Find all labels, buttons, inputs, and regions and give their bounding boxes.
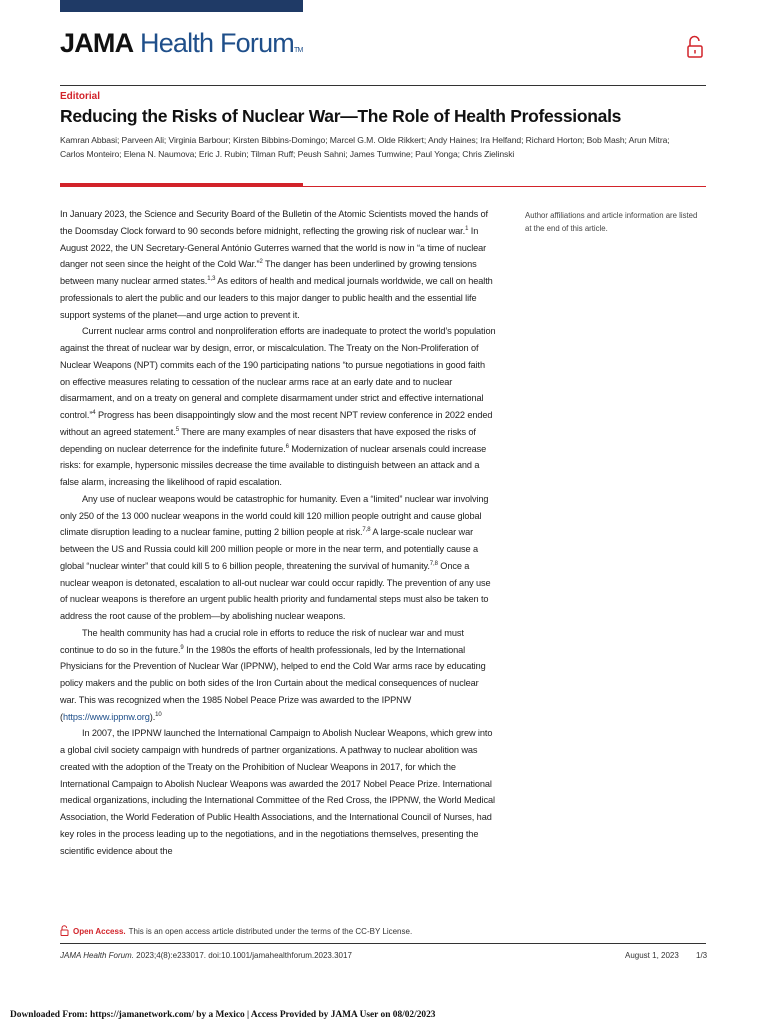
paragraph-3: Any use of nuclear weapons would be catastrophic for humanity. Even a “limited” nuclear war involving only 250 of the 13 000 nuclear weapons in the world could kill 120 million people outright and cause global climate disruption leading to a nuclear famine, putting 2 billion people at risk.$^{7,8}$ A large-scale nuclear war between the US and Russia could kill 200 million people or more in the near term, and potentially cause a global “nuclear winter” that could kill 5 to 6 billion people, threatening the survival of humanity.$^{7,8}$ Once a nuclear weapon is detonated, escalation to all-out nuclear war could occur rapidly. The prevention of any use of nuclear weapons is therefore an urgent public health priority and fundamental steps must also be taken to address the root cause of the problem—by abolishing nuclear weapons. [60,493,491,621]
logo-jama: JAMA [60,28,134,58]
publication-date: August 1, 2023 [625,951,679,960]
top-brand-bar [60,0,303,12]
logo-trademark: TM [293,47,303,54]
author-list [60,134,720,161]
citation-ref[interactable]: 10 [155,711,162,718]
download-stamp: Downloaded From: https://jamanetwork.com/ by a Mexico | Access Provided by JAMA User on 08/02/2023 [10,1010,436,1020]
affiliations-note: Author affiliations and article information are listed at the end of this article. [525,211,698,233]
citation-ref[interactable]: 1 [465,225,469,232]
red-divider-thick [60,183,303,187]
red-divider-thin [303,186,706,187]
paragraph-2: Current nuclear arms control and nonproliferation efforts are inadequate to protect the world’s population against the threat of nuclear war by design, error, or miscalculation. The Treaty on the Non-Proliferation of Nuclear Weapons (NPT) commits each of the 190 participating nations “to pursue negotiations in good faith on effective measures relating to cessation of the nuclear arms race at an early date and to nuclear disarmament, and on a treaty on general and complete disarmament under strict and effective international control.”$^4$ Progress has been disappointingly slow and the most recent NPT review conference in 2022 ended without an agreed statement.$^5$ There are many examples of near disasters that have exposed the risks of depending on nuclear deterrence for the indefinite future.$^6$ Modernization of nuclear arsenals could increase risks: for example, hypersonic missiles decrease the time available to distinguish between an attack and a false alarm, increasing the likelihood of rapid escalation. [60,326,496,487]
footer-rule [60,943,706,944]
open-access-text: This is an open access article distributed under the terms of the CC-BY License. [128,927,413,936]
open-access-notice [60,925,700,936]
journal-name: JAMA Health Forum. [60,951,134,960]
citation-ref[interactable]: 2 [259,259,263,266]
page-number: 1/3 [696,951,708,960]
citation-ref[interactable]: 7,8 [362,527,371,534]
authors-line-2: Carlos Monteiro; Elena N. Naumova; Eric J. Rubin; Tilman Ruff; Peush Sahni; James Tumwine; Paul Yonga; Chris Zielinski [60,148,515,159]
authors-line-1: Kamran Abbasi; Parveen Ali; Virginia Barbour; Kirsten Bibbins-Domingo; Marcel G.M. Olde Rikkert; Andy Haines; Ira Helfand; Richard Horton; Bob Mash; Arun Mitra; [60,135,670,145]
ippnw-link[interactable]: https://www.ippnw.org [62,711,150,722]
paragraph-1: In January 2023, the Science and Security Board of the Bulletin of the Atomic Scientists moved the hands of the Doomsday Clock forward to 90 seconds before midnight, reflecting the growing risk of nuclear war.$^1$ In August 2022, the UN Secretary-General António Guterres warned that the world is now in “a time of nuclear danger not seen since the height of the Cold War.”$^2$ The danger has been underlined by growing tensions between many nuclear armed states.$^{1,3}$ As editors of health and medical journals worldwide, we call on health professionals to alert the public and our leaders to this major danger to public health and the essential life support systems of the planet—and urge action to prevent it. [60,209,493,320]
journal-logo[interactable] [60,28,303,59]
header-rule [60,85,706,86]
paragraph-4: The health community has had a crucial role in efforts to reduce the risk of nuclear war and must continue to do so in the future.$^9$ In the 1980s the efforts of health professionals, led by the International Physicians for the Prevention of Nuclear War (IPPNW), helped to end the Cold War arms race by educating policy makers and the public on both sides of the Iron Curtain about the medical consequences of nuclear war. This was recognized when the 1985 Nobel Peace Prize was awarded to the IPPNW (https://www.ippnw.org).$^{10}$ [60,627,486,722]
paragraph-5: In 2007, the IPPNW launched the International Campaign to Abolish Nuclear Weapons, which grew into a global civil society campaign with hundreds of partner organizations. A pathway to nuclear abolition was created with the adoption of the Treaty on the Prohibition of Nuclear Weapons in 2017, for which the International Campaign to Abolish Nuclear Weapons was awarded the 2017 Nobel Peace Prize. International medical organizations, including the International Committee of the Red Cross, the IPPNW, the World Medical Association, the World Federation of Public Health Associations, and the International Council of Nurses, had key roles in the process leading up to the negotiations, and in the negotiations themselves, presenting the scientific evidence about the [60,728,495,856]
citation-ref[interactable]: 1,3 [207,276,216,282]
open-lock-icon[interactable] [686,35,704,59]
citation-ref[interactable]: 5 [175,426,179,433]
section-label: Editorial [60,91,101,102]
citation-ref[interactable]: 9 [180,644,184,651]
open-access-icon [60,925,69,936]
citation-ref[interactable]: 7,8 [429,560,438,567]
logo-health-forum: Health Forum [140,28,294,58]
article-title: Reducing the Risks of Nuclear War—The Role of Health Professionals [60,106,622,126]
citation-ref[interactable]: 6 [285,443,289,450]
citation-line [60,951,352,960]
citation-details: 2023;4(8):e233017. doi:10.1001/jamahealthforum.2023.3017 [133,951,352,960]
article-body [60,206,496,859]
citation-ref[interactable]: 4 [92,410,96,416]
open-access-label[interactable]: Open Access. [73,927,126,936]
